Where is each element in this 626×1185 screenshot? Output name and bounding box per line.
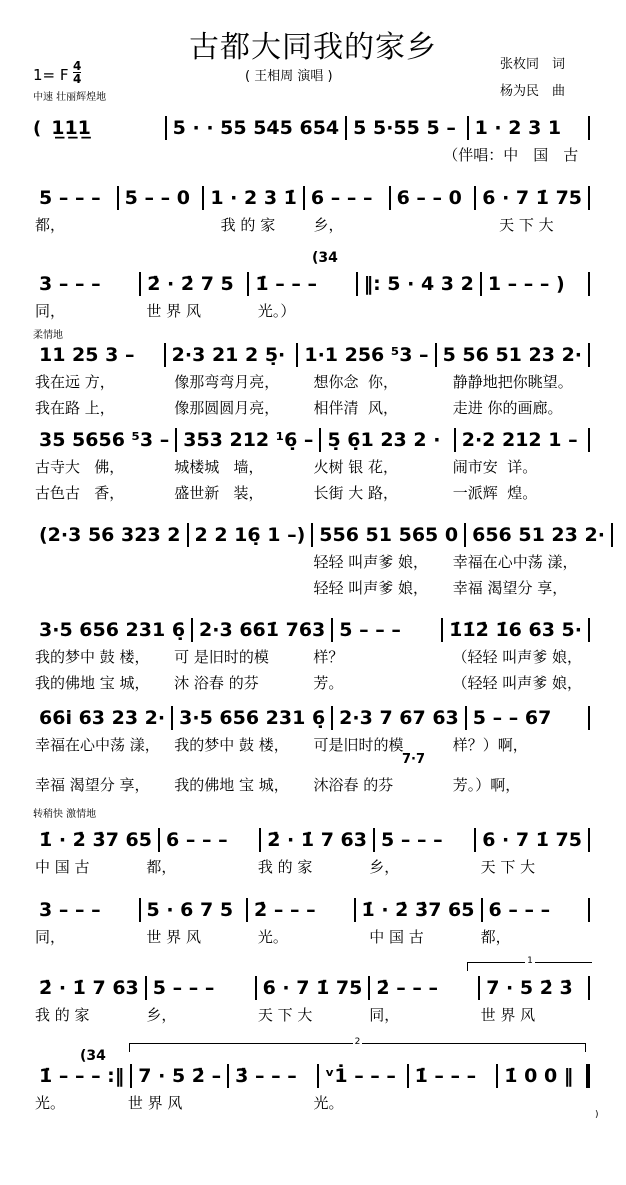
key-signature: 1= F [33, 66, 69, 84]
lyric-segment: 天 下 大 [480, 858, 536, 876]
measure: 2·3 21 2 5̣· [171, 344, 286, 366]
notes-row [33, 116, 590, 140]
lyric-segment: 世 界 风 [146, 302, 201, 320]
lyric-segment: 沐 浴春 的芬 [174, 674, 259, 692]
barline [611, 523, 613, 547]
staff-system [33, 976, 590, 1026]
expression-mark: 转稍快 激情地 [33, 809, 97, 820]
volta-number: 1 [527, 956, 533, 966]
measure: 2 2 16̣ 1 –) [194, 524, 306, 546]
lyric-segment: 光。 [257, 928, 288, 946]
measure: 1̇ 0 0 ‖ [504, 1065, 574, 1087]
barline [586, 1064, 590, 1088]
lyric-segment [479, 300, 584, 322]
measure: 5 – – – [339, 619, 401, 641]
lyric-segment: 天 下 大 [257, 1006, 313, 1024]
lyric-segment: 闹市安 详。 [452, 458, 538, 476]
measure: 1̇ · 2̇ 3̇7 65 [361, 899, 475, 921]
measure: 3·5 656 231 6̣ [179, 707, 326, 729]
lyric-segment: 幸福在心中荡 漾， [452, 553, 578, 571]
lyric-segment: 中 国 古 [35, 858, 90, 876]
lyric-segment [194, 144, 337, 166]
lyric-line [33, 646, 590, 668]
measure: 3 – – – [39, 273, 101, 295]
measure: 2·2 212 1 – [461, 429, 578, 451]
lyric-segment [404, 1092, 491, 1114]
measure: 556 51 565 0 [319, 524, 459, 546]
variant-notes: 7·7 [402, 752, 426, 767]
open-paren: ( [33, 117, 42, 139]
measure: 5 – – 0 [124, 187, 190, 209]
measure: 1̇ – – – [255, 273, 317, 295]
tempo-marking: 中速 壮丽辉煌地 [33, 92, 107, 103]
measure: 6 · 7 1̇ 75 [482, 187, 583, 209]
lyric-segment: 古色古 香， [35, 484, 125, 502]
measure: 2̇ · 1̇ 7 63 [39, 977, 139, 999]
measure: 2̇ – – – [254, 899, 316, 921]
lyric-segment: 一派辉 煌。 [452, 484, 538, 502]
lyric-segment: 中 国 古 [369, 928, 424, 946]
measure: 353 212 ¹6̣ – [183, 429, 314, 451]
volta-number: 2 [354, 1037, 361, 1047]
barline [588, 116, 590, 140]
notes-row [33, 343, 590, 367]
lyric-segment: 我 的 家 [35, 1006, 90, 1024]
measure: 5 5·55 5 – [353, 117, 456, 139]
measure: 5 – – 67 [472, 707, 552, 729]
lyric-segment [404, 214, 491, 236]
notes-row [33, 428, 590, 452]
lyric-segment [172, 551, 305, 573]
lyric-segment: 我 的 家 [257, 858, 313, 876]
measure: 3̇ – – – [235, 1065, 297, 1087]
barline [588, 828, 590, 852]
measure: 5 – – – [381, 829, 443, 851]
staff-system [33, 428, 590, 504]
measure: 1̇ – – – [414, 1065, 477, 1087]
barline [588, 618, 590, 642]
lyric-segment: 我的佛地 宝 城， [35, 674, 150, 692]
measure: ᵛ1̇ – – – [324, 1065, 396, 1087]
barline [588, 428, 590, 452]
lyric-segment: 像那弯弯月亮， [174, 373, 280, 391]
staff-system [33, 618, 590, 694]
measure: 1̇1̇2̇ 1̇6 63 5· [449, 619, 582, 641]
lyric-segment: 光。 [35, 1094, 66, 1112]
measure: 6 · 7 1̇ 75 [262, 977, 363, 999]
lyric-segment: 古寺大 佛， [35, 458, 125, 476]
lyric-segment: 静静地把你眺望。 [452, 373, 573, 391]
notes-row [33, 706, 590, 730]
staff-system [33, 186, 590, 236]
measure: 2̇ · 2̇ 7 5 [147, 273, 234, 295]
measure: 35 5656 ⁵3 – [39, 429, 170, 451]
volta-1 [467, 956, 592, 971]
measure: (2·3 56 323 2 [39, 524, 181, 546]
notes-row [33, 618, 590, 642]
lyric-segment: 同， [369, 1006, 400, 1024]
lyric-segment: 相伴清 风， [313, 399, 399, 417]
measure: 5 · 6 7 5 [146, 899, 234, 921]
lyric-segment: 幸福在心中荡 漾， [35, 736, 160, 754]
repeat-annotation: (34 [80, 1048, 106, 1064]
measure: 5 56 51 23 2· [442, 344, 583, 366]
lyric-segment: 幸福 渴望分 享， [35, 776, 150, 794]
measure: 1 · 2 3 1̇ [210, 187, 297, 209]
lyric-segment: 像那圆圆月亮， [174, 399, 280, 417]
lyric-segment: 轻轻 叫声爹 娘， [313, 553, 429, 571]
measure: ‖: 5 · 4 3 2 [363, 273, 474, 295]
barline [588, 706, 590, 730]
barline [588, 343, 590, 367]
lyric-segment: 都， [35, 216, 66, 234]
staff-system [33, 828, 590, 878]
staff-system [33, 1064, 590, 1114]
measure: 5 · · 55 545 654 [172, 117, 340, 139]
lyric-segment: 可是旧时的模 [313, 736, 404, 754]
lyric-segment [33, 551, 166, 573]
measure: 6 – – 0 [396, 187, 462, 209]
lyric-line [33, 551, 590, 573]
measure: 6 · 7 1̇ 75 [482, 829, 582, 851]
staff-system [33, 898, 590, 948]
lyric-segment [497, 1092, 584, 1114]
notes-row [33, 523, 605, 547]
measure: 7 · 5 2̇ 3̇ [486, 977, 573, 999]
repeat-annotation: (34 [312, 250, 338, 266]
measure: 2·3 7 67 63 [339, 707, 459, 729]
notes-row [33, 898, 590, 922]
measure: 5 – – – [152, 977, 215, 999]
lyric-line [33, 774, 590, 796]
time-signature-bottom: 4 [73, 72, 82, 86]
lyric-segment: 沐浴春 的芬 [313, 776, 394, 794]
lyric-segment: （轻轻 叫声爹 娘， [452, 674, 583, 692]
staff-system [33, 706, 590, 796]
measure: 66i 63 23 2· [39, 707, 166, 729]
lyric-segment: 光。 [313, 1094, 344, 1112]
time-signature-top: 4 [73, 59, 82, 73]
lyric-segment: 样？）啊， [452, 736, 528, 754]
measure: 3 – – – [39, 899, 101, 921]
barline [588, 186, 590, 210]
lyric-segment: 盛世新 装， [174, 484, 264, 502]
staff-system [33, 523, 605, 599]
lyric-segment: （伴唱：中 国 古 [443, 146, 579, 164]
measure: 3·5 656 231 6̣ [39, 619, 186, 641]
lyric-segment: 芳。 [313, 674, 344, 692]
lyric-line [33, 856, 590, 878]
notes-row [33, 1064, 590, 1088]
lyric-segment: 我在远 方， [35, 373, 115, 391]
staff-system [33, 272, 590, 322]
staff-system [33, 116, 590, 166]
measure: 7 · 5 2̇ – [138, 1065, 222, 1087]
lyric-segment: 都， [480, 928, 511, 946]
lyric-segment: 世 界 风 [480, 1006, 536, 1024]
measure: 11 25 3 – [39, 344, 135, 366]
measure: 6 – – – [488, 899, 551, 921]
staff-system [33, 343, 590, 419]
singer-credit: ( 王相周 演唱 ) [245, 69, 333, 84]
measure: 5̣ 6̣1 23 2 · [327, 429, 441, 451]
lyric-line [33, 734, 590, 756]
lyric-segment: 火树 银 花， [313, 458, 399, 476]
lyric-segment: 轻轻 叫声爹 娘， [313, 579, 429, 597]
measure: 6 – – – [166, 829, 228, 851]
measure: 1̲1̲1̲ [51, 117, 91, 139]
lyric-segment: 天 下 大 [499, 216, 554, 234]
lyric-segment: 乡， [313, 216, 344, 234]
lyric-segment: 走进 你的画廊。 [452, 399, 563, 417]
lyric-segment: 乡， [146, 1006, 177, 1024]
barline [588, 272, 590, 296]
lyric-segment: 样？ [313, 648, 344, 666]
lyric-segment [33, 577, 166, 599]
measure: 1̇ – – – :‖ [39, 1065, 125, 1087]
lyric-segment [126, 214, 213, 236]
notes-row [33, 976, 590, 1000]
lyric-line [33, 144, 590, 166]
lyric-segment: 同， [35, 928, 66, 946]
notes-row [33, 828, 590, 852]
lyric-segment: 城楼城 墙， [174, 458, 264, 476]
measure: 1 – – – ) [487, 273, 565, 295]
lyric-line [33, 1092, 590, 1114]
measure: 656 51 23 2· [472, 524, 605, 546]
measure: 1·1 256 ⁵3 – [304, 344, 429, 366]
lyric-segment: 都， [146, 858, 177, 876]
stray-mark: ) [595, 1110, 599, 1120]
lyric-segment: 世 界 风 [127, 1094, 183, 1112]
notes-row [33, 186, 590, 210]
lyric-line [33, 371, 590, 393]
lyric-line [33, 456, 590, 478]
lyric-line [33, 672, 590, 694]
lyric-segment [219, 1092, 306, 1114]
lyric-segment: 长街 大 路， [313, 484, 399, 502]
time-signature [73, 60, 81, 85]
measure: 2·3 661̇ 763 [199, 619, 326, 641]
lyric-line [33, 926, 590, 948]
lyric-segment [367, 300, 472, 322]
lyricist-credit: 张枚同 词 [500, 57, 566, 72]
measure: 5 – – – [39, 187, 101, 209]
lyric-segment [45, 144, 188, 166]
lyric-segment: 我的梦中 鼓 楼， [35, 648, 150, 666]
lyric-line [33, 482, 590, 504]
lyric-segment: 我 的 家 [220, 216, 276, 234]
lyric-segment: 世 界 风 [146, 928, 201, 946]
lyric-line [33, 397, 590, 419]
lyric-segment: 光。） [257, 302, 296, 320]
lyric-segment: 芳。）啊， [452, 776, 521, 794]
barline [588, 976, 590, 1000]
lyric-segment: 可 是旧时的模 [174, 648, 269, 666]
composer-credit: 杨为民 曲 [500, 84, 566, 99]
measure: 1̇ · 2̇ 3̇7 65 [39, 829, 152, 851]
expression-mark: 柔情地 [33, 330, 63, 341]
notes-row [33, 272, 590, 296]
song-title: 古都大同我的家乡 [189, 30, 437, 65]
measure: 2̇ · 1̇ 7 63 [267, 829, 367, 851]
lyric-segment: 我的佛地 宝 城， [174, 776, 289, 794]
volta-2 [129, 1037, 586, 1052]
lyric-line [33, 214, 590, 236]
measure: 1 · 2 3 1 [474, 117, 562, 139]
measure: 2̇ – – – [376, 977, 438, 999]
lyric-line [33, 577, 590, 599]
lyric-segment: （轻轻 叫声爹 娘， [452, 648, 583, 666]
lyric-segment [172, 577, 305, 599]
lyric-line [33, 300, 590, 322]
lyric-segment: 乡， [369, 858, 400, 876]
barline [588, 898, 590, 922]
lyric-segment: 同， [35, 302, 66, 320]
lyric-line [33, 1004, 590, 1026]
lyric-segment: 幸福 渴望分 享， [452, 579, 568, 597]
lyric-segment: 想你念 你， [313, 373, 399, 391]
measure: 6 – – – [310, 187, 373, 209]
lyric-segment: 我在路 上， [35, 399, 115, 417]
lyric-segment: 我的梦中 鼓 楼， [174, 736, 289, 754]
